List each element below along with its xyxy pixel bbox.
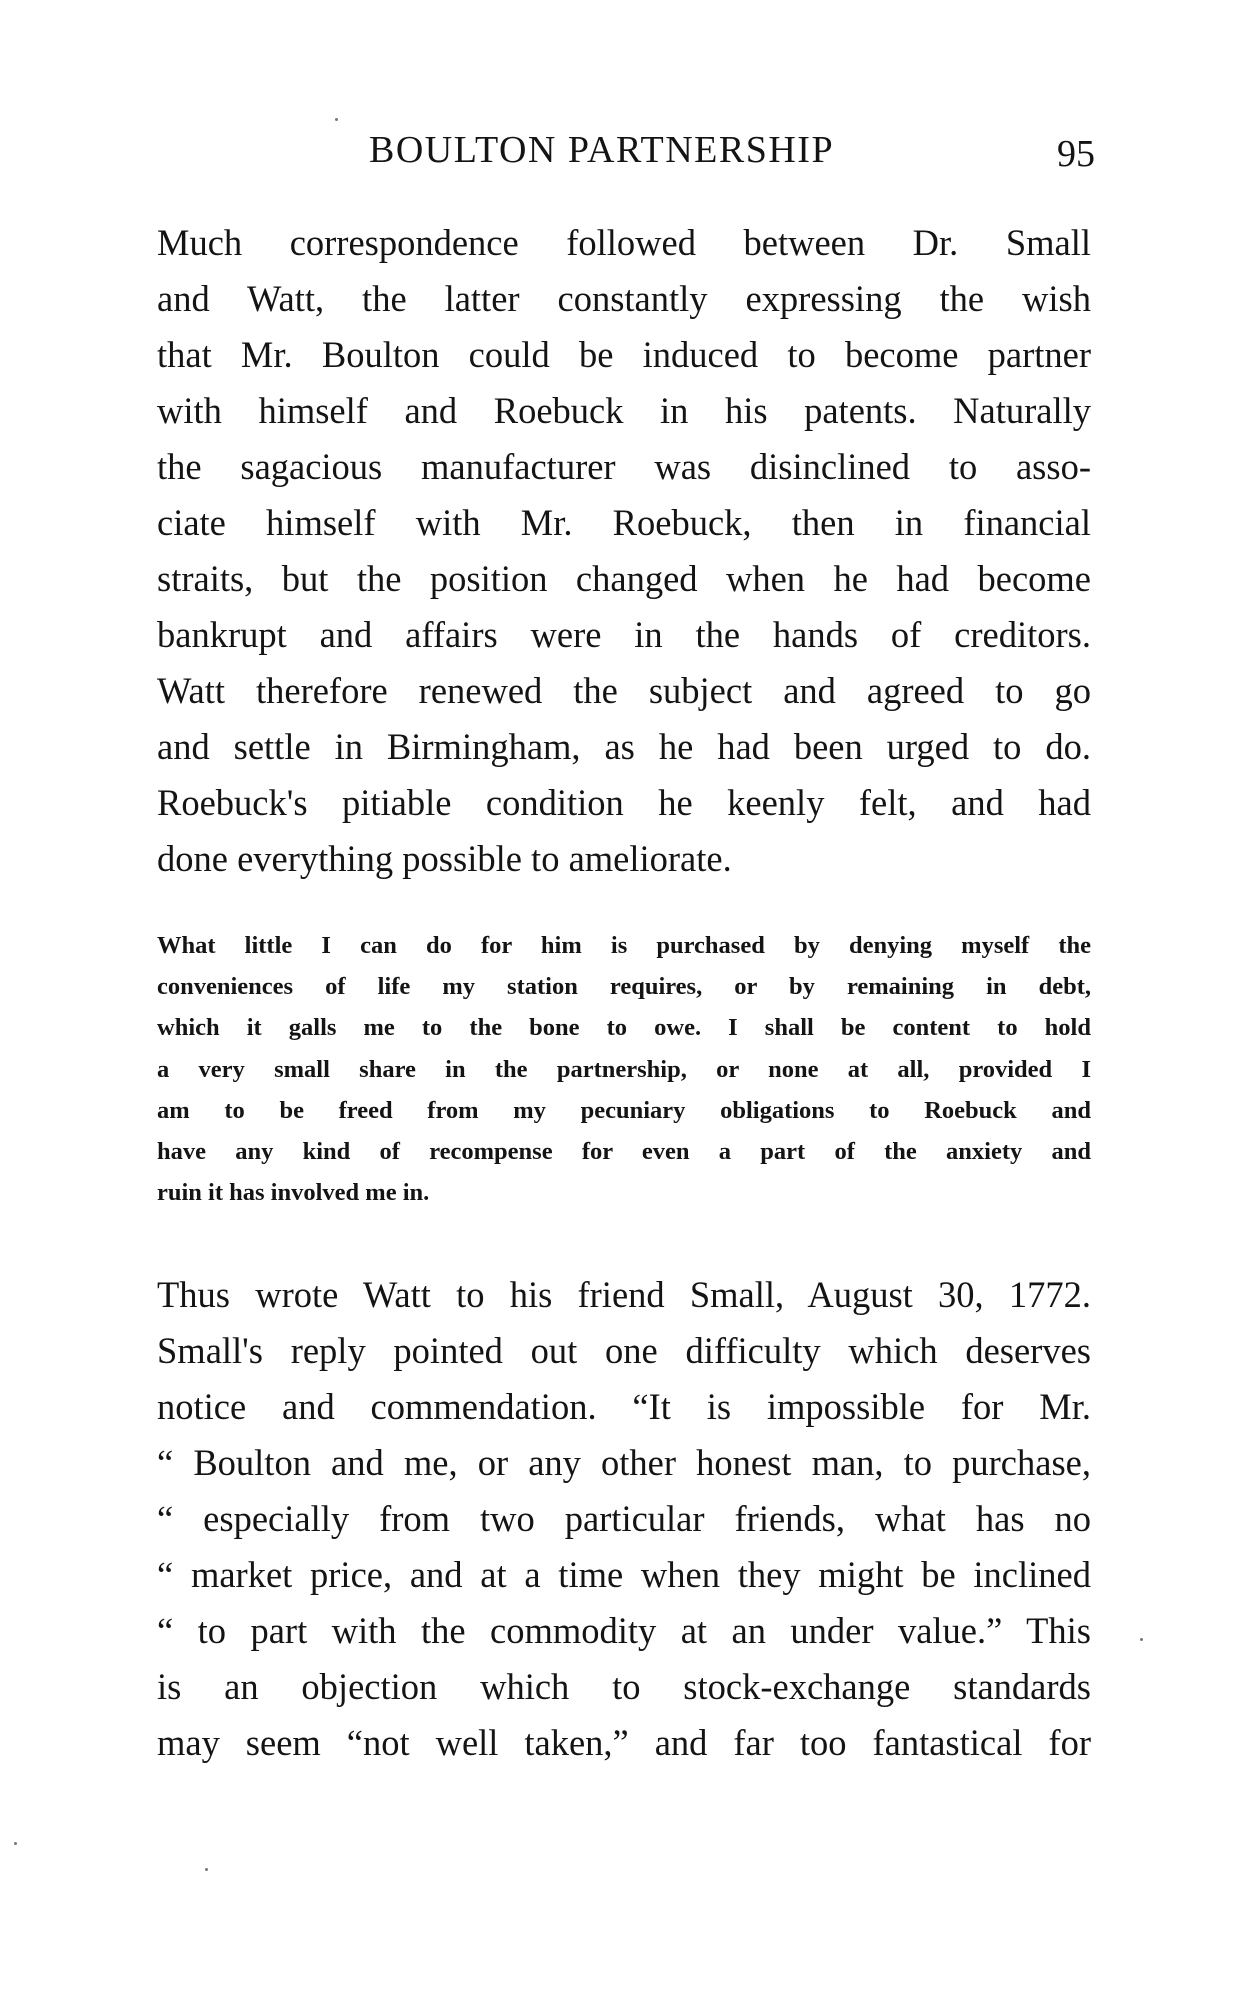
text-line: and Watt, the latter constantly expressing the wish bbox=[157, 278, 1091, 319]
block-quote bbox=[157, 925, 1091, 1213]
text-line: ciate himself with Mr. Roebuck, then in financial bbox=[157, 502, 1091, 543]
text-line: “ market price, and at a time when they might be inclined bbox=[157, 1554, 1091, 1595]
quote-line: What little I can do for him is purchased by denying myself the bbox=[157, 932, 1091, 959]
text-line: bankrupt and affairs were in the hands of creditors. bbox=[157, 614, 1091, 655]
quote-line: a very small share in the partnership, or none at all, provided I bbox=[157, 1055, 1091, 1083]
paragraph-correspondence bbox=[157, 215, 1091, 887]
text-line: Roebuck's pitiable condition he keenly felt, and had bbox=[157, 782, 1091, 823]
text-line: “ especially from two particular friends, what has no bbox=[157, 1498, 1091, 1539]
quote-line: have any kind of recompense for even a part of the anxiety and bbox=[157, 1137, 1091, 1165]
print-speck bbox=[1140, 1638, 1143, 1641]
text-line: with himself and Roebuck in his patents. Naturally bbox=[157, 390, 1091, 431]
quote-line: conveniences of life my station requires, or by remaining in debt, bbox=[157, 973, 1091, 1001]
text-line: Thus wrote Watt to his friend Small, August 30, 1772. bbox=[157, 1274, 1091, 1315]
quote-line: am to be freed from my pecuniary obligations to Roebuck and bbox=[157, 1096, 1091, 1124]
text-line: notice and commendation. “It is impossible for Mr. bbox=[157, 1386, 1091, 1427]
text-line: Much correspondence followed between Dr. Small bbox=[157, 222, 1091, 263]
paragraph-small-reply bbox=[157, 1267, 1091, 1771]
text-line: Watt therefore renewed the subject and agreed to go bbox=[157, 670, 1091, 711]
text-line: Small's reply pointed out one difficulty which deserves bbox=[157, 1330, 1091, 1371]
running-title: BOULTON PARTNERSHIP bbox=[369, 129, 835, 171]
quote-line: ruin it has involved me in. bbox=[157, 1179, 430, 1207]
text-line: straits, but the position changed when he had become bbox=[157, 558, 1091, 599]
print-speck bbox=[14, 1842, 17, 1845]
print-speck bbox=[205, 1868, 208, 1871]
text-line: the sagacious manufacturer was disinclined to asso- bbox=[157, 446, 1091, 487]
text-line: is an objection which to stock-exchange standards bbox=[157, 1666, 1091, 1707]
text-line: may seem “not well taken,” and far too fantastical for bbox=[157, 1722, 1091, 1763]
text-line: that Mr. Boulton could be induced to become partner bbox=[157, 334, 1091, 375]
text-line: and settle in Birmingham, as he had been urged to do. bbox=[157, 726, 1091, 767]
page-number: 95 bbox=[1057, 133, 1095, 175]
text-line: “ to part with the commodity at an under value.” This bbox=[157, 1610, 1091, 1651]
running-head bbox=[155, 128, 1095, 178]
print-speck bbox=[335, 118, 338, 121]
text-line: done everything possible to ameliorate. bbox=[157, 838, 732, 879]
quote-line: which it galls me to the bone to owe. I shall be content to hold bbox=[157, 1014, 1091, 1042]
text-line: “ Boulton and me, or any other honest man, to purchase, bbox=[157, 1442, 1091, 1483]
